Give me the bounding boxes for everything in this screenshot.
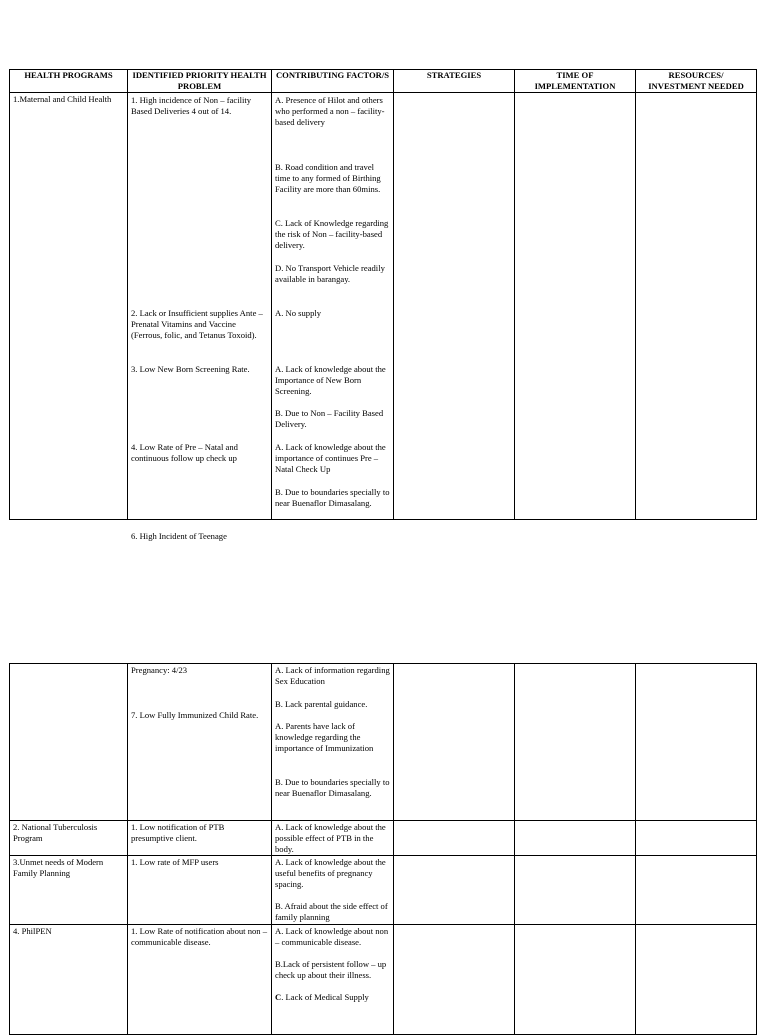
resources-cell — [636, 925, 757, 1035]
factor-b: B. Afraid about the side effect of family planning — [275, 901, 388, 922]
factors-cell — [272, 664, 394, 821]
strategies-cell — [394, 856, 515, 925]
problem-1: 1. High incidence of Non – facility Based Deliveries 4 out of 14. — [131, 95, 252, 116]
factor-immunization-knowledge: A. Parents have lack of knowledge regarding the importance of Immunization — [275, 721, 374, 753]
health-plan-table-page-2 — [9, 663, 757, 1035]
problem-2: 2. Lack or Insufficient supplies Ante – Prenatal Vitamins and Vaccine (Ferrous, folic, and Tetanus Toxoid). — [131, 308, 263, 340]
factors-cell: A. Lack of knowledge about the possible effect of PTB in the body. — [272, 821, 394, 856]
problem-4: 4. Low Rate of Pre – Natal and continuous follow up check up — [131, 442, 238, 463]
factor-c-letter: C — [275, 992, 282, 1002]
strategies-cell — [394, 93, 515, 520]
factor-1c: C. Lack of Knowledge regarding the risk of Non – facility-based delivery. — [275, 218, 389, 250]
factor-b: B.Lack of persistent follow – up check up about their illness. — [275, 959, 387, 980]
factor-a: A. Lack of knowledge about the useful benefits of pregnancy spacing. — [275, 857, 386, 889]
problem-3: 3. Low New Born Screening Rate. — [131, 364, 250, 374]
resources-cell — [636, 664, 757, 821]
header-strategies: STRATEGIES — [394, 70, 515, 93]
factor-parental-guidance: B. Lack parental guidance. — [275, 699, 368, 709]
time-cell — [515, 93, 636, 520]
factor-4a: A. Lack of knowledge about the importance of continues Pre – Natal Check Up — [275, 442, 386, 474]
factor-4b: B. Due to boundaries specially to near Buenaflor Dimasalang. — [275, 487, 390, 508]
factor-1a: A. Presence of Hilot and others who performed a non – facility-based delivery — [275, 95, 385, 127]
time-cell — [515, 664, 636, 821]
factor-1d: D. No Transport Vehicle readily available in barangay. — [275, 263, 385, 284]
resources-cell — [636, 821, 757, 856]
resources-cell — [636, 856, 757, 925]
strategies-cell — [394, 925, 515, 1035]
table-row — [10, 925, 757, 1035]
program-name: 1.Maternal and Child Health — [13, 94, 112, 104]
factor-c — [275, 992, 390, 1003]
program-cell: 4. PhilPEN — [10, 925, 128, 1035]
program-cell — [10, 664, 128, 821]
header-time-of-implementation: TIME OF IMPLEMENTATION — [515, 70, 636, 93]
strategies-cell — [394, 664, 515, 821]
program-cell: 2. National Tuberculosis Program — [10, 821, 128, 856]
problem-cell: 1. Low rate of MFP users — [128, 856, 272, 925]
factors-cell — [272, 93, 394, 520]
health-plan-table-page-1 — [9, 69, 757, 541]
factor-boundaries: B. Due to boundaries specially to near Buenaflor Dimasalang. — [275, 777, 390, 798]
header-health-programs: HEALTH PROGRAMS — [10, 70, 128, 93]
factor-sex-education: A. Lack of information regarding Sex Education — [275, 665, 390, 686]
problem-cell — [128, 664, 272, 821]
program-cell — [10, 93, 128, 520]
table-row — [10, 664, 757, 821]
factors-cell — [272, 925, 394, 1035]
factor-3b: B. Due to Non – Facility Based Delivery. — [275, 408, 384, 429]
factors-cell — [272, 856, 394, 925]
table-row — [10, 821, 757, 856]
factor-c-text: . Lack of Medical Supply — [281, 992, 369, 1002]
time-cell — [515, 925, 636, 1035]
problem-6: 6. High Incident of Teenage — [131, 531, 227, 541]
table-row — [10, 856, 757, 925]
time-cell — [515, 856, 636, 925]
factor-3a: A. Lack of knowledge about the Importance of New Born Screening. — [275, 364, 386, 396]
header-contributing-factors: CONTRIBUTING FACTOR/S — [272, 70, 394, 93]
problem-pregnancy-count: Pregnancy: 4/23 — [131, 665, 188, 675]
strategies-cell — [394, 821, 515, 856]
resources-cell — [636, 93, 757, 520]
header-resources: RESOURCES/ INVESTMENT NEEDED — [636, 70, 757, 93]
problem-cell — [128, 93, 272, 541]
problem-cell: 1. Low notification of PTB presumptive client. — [128, 821, 272, 856]
table-row — [10, 93, 757, 520]
problem-cell: 1. Low Rate of notification about non – communicable disease. — [128, 925, 272, 1035]
header-priority-problem: IDENTIFIED PRIORITY HEALTH PROBLEM — [128, 70, 272, 93]
program-cell: 3.Unmet needs of Modern Family Planning — [10, 856, 128, 925]
time-cell — [515, 821, 636, 856]
factor-2a: A. No supply — [275, 308, 322, 318]
factor-a: A. Lack of knowledge about non – communicable disease. — [275, 926, 389, 947]
factor-1b: B. Road condition and travel time to any formed of Birthing Facility are more than 60mins. — [275, 162, 381, 194]
problem-7: 7. Low Fully Immunized Child Rate. — [131, 710, 259, 720]
header-row — [10, 70, 757, 93]
